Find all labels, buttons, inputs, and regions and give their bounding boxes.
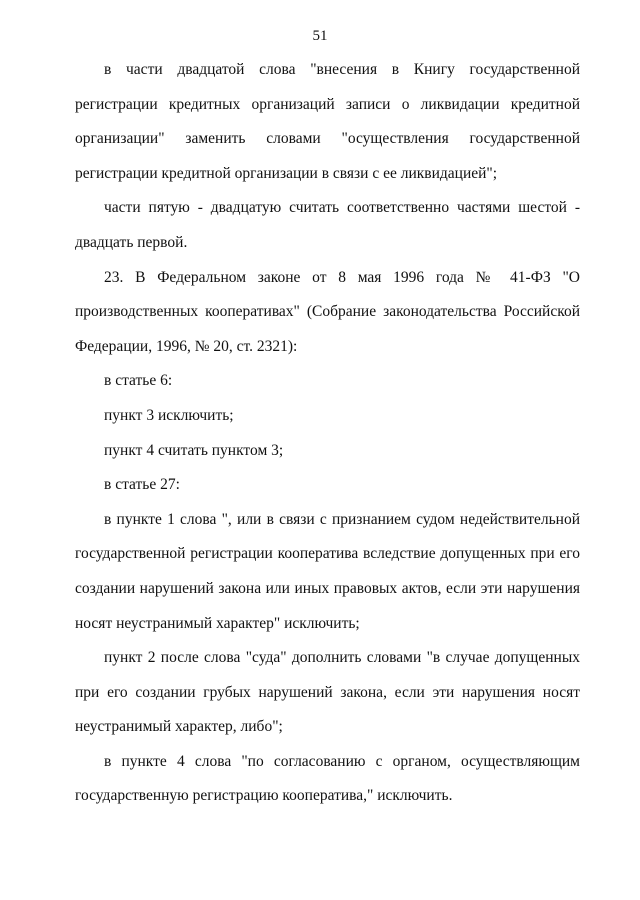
paragraph-point-4-renumber: пункт 4 считать пунктом 3; xyxy=(104,441,284,459)
paragraph-point-3-delete: пункт 3 исключить; xyxy=(104,406,234,424)
paragraph-point-4-words: в пункте 4 слова "по согласованию с органом, осуществляющим государственную регистрацию кооператива," исключить. xyxy=(75,752,580,805)
document-body xyxy=(75,53,580,814)
paragraph-point-1-words: в пункте 1 слова ", или в связи с признанием судом недействительной государственной регистрации кооператива вследствие допущенных при его создании нарушений закона или иных правовых актов, если эти нарушения носят неустранимый характер" исключить; xyxy=(75,510,580,632)
page-number: 51 xyxy=(312,28,328,44)
paragraph-article-27: в статье 27: xyxy=(104,476,180,494)
paragraph-item-23: 23. В Федеральном законе от 8 мая 1996 года № 41-ФЗ "О производственных кооперативах" (Собрание законодательства Российской Федерации, 1996, № 20, ст. 2321): xyxy=(75,268,580,355)
paragraph-article-6: в статье 6: xyxy=(104,372,173,390)
paragraph-part-twenty: в части двадцатой слова "внесения в Книгу государственной регистрации кредитных организаций записи о ликвидации кредитной организации" заменить словами "осуществления государственной регистрации кредитной организации в связи с ее ликвидацией"; xyxy=(75,61,580,182)
paragraph-renumber-parts: части пятую - двадцатую считать соответственно частями шестой - двадцать первой. xyxy=(75,199,580,251)
paragraph-point-2-amend: пункт 2 после слова "суда" дополнить словами "в случае допущенных при его создании грубых нарушений закона, если эти нарушения носят неустранимый характер, либо"; xyxy=(75,649,580,736)
